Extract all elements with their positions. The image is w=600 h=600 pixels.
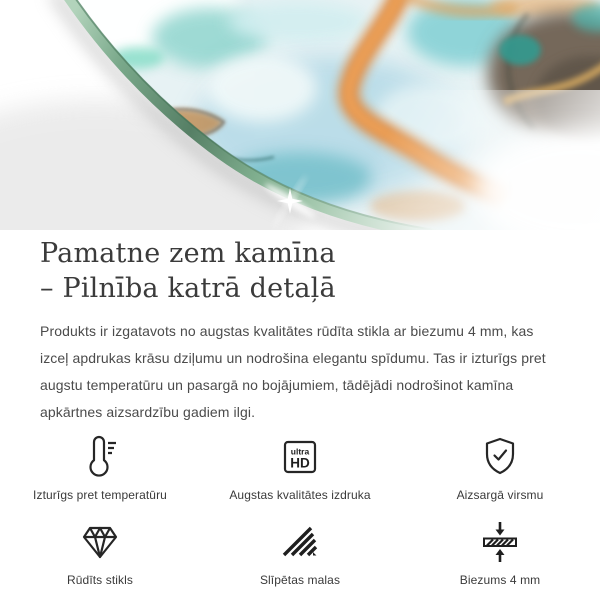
ultra-text: ultra [290, 446, 310, 457]
shield-check-icon [477, 434, 523, 480]
product-photo-glass-panel [0, 0, 600, 230]
feature-label: Rūdīts stikls [67, 573, 133, 587]
feature-polished-edges [200, 519, 400, 588]
feature-label: Aizsargā virsmu [456, 488, 544, 502]
diamond-icon [77, 519, 123, 565]
feature-thickness [400, 519, 600, 588]
feature-surface-protection [400, 434, 600, 503]
thermometer-icon [77, 434, 123, 480]
product-description-section [0, 236, 600, 426]
page-title-line2: – Pilnība katrā detaļā [40, 273, 336, 304]
feature-print-quality [200, 434, 400, 503]
beveled-edges-icon [277, 519, 323, 565]
thickness-4mm-icon [477, 519, 523, 565]
feature-tempered-glass [0, 519, 200, 588]
page-title [40, 236, 560, 306]
feature-label: Augstas kvalitātes izdruka [229, 488, 371, 502]
page-title-line1: Pamatne zem kamīna [40, 238, 336, 269]
feature-grid [0, 434, 600, 588]
ultra-hd-icon [277, 434, 323, 480]
product-description-text: Produkts ir izgatavots no augstas kvalitātes rūdīta stikla ar biezumu 4 mm, kas izceļ apdrukas krāsu dziļumu un nodrošina elegantu spīdumu. Tas ir izturīgs pret augstu temperatūru un pasargā no bojājumiem, tādējādi nodrošinot kamīna apkārtnes aizsardzību gadiem ilgi. [40, 323, 546, 420]
feature-temperature [0, 434, 200, 503]
hd-text: HD [290, 455, 310, 471]
feature-label: Izturīgs pret temperatūru [33, 488, 167, 502]
feature-label: Biezums 4 mm [459, 573, 541, 587]
feature-label: Slīpētas malas [259, 573, 341, 587]
